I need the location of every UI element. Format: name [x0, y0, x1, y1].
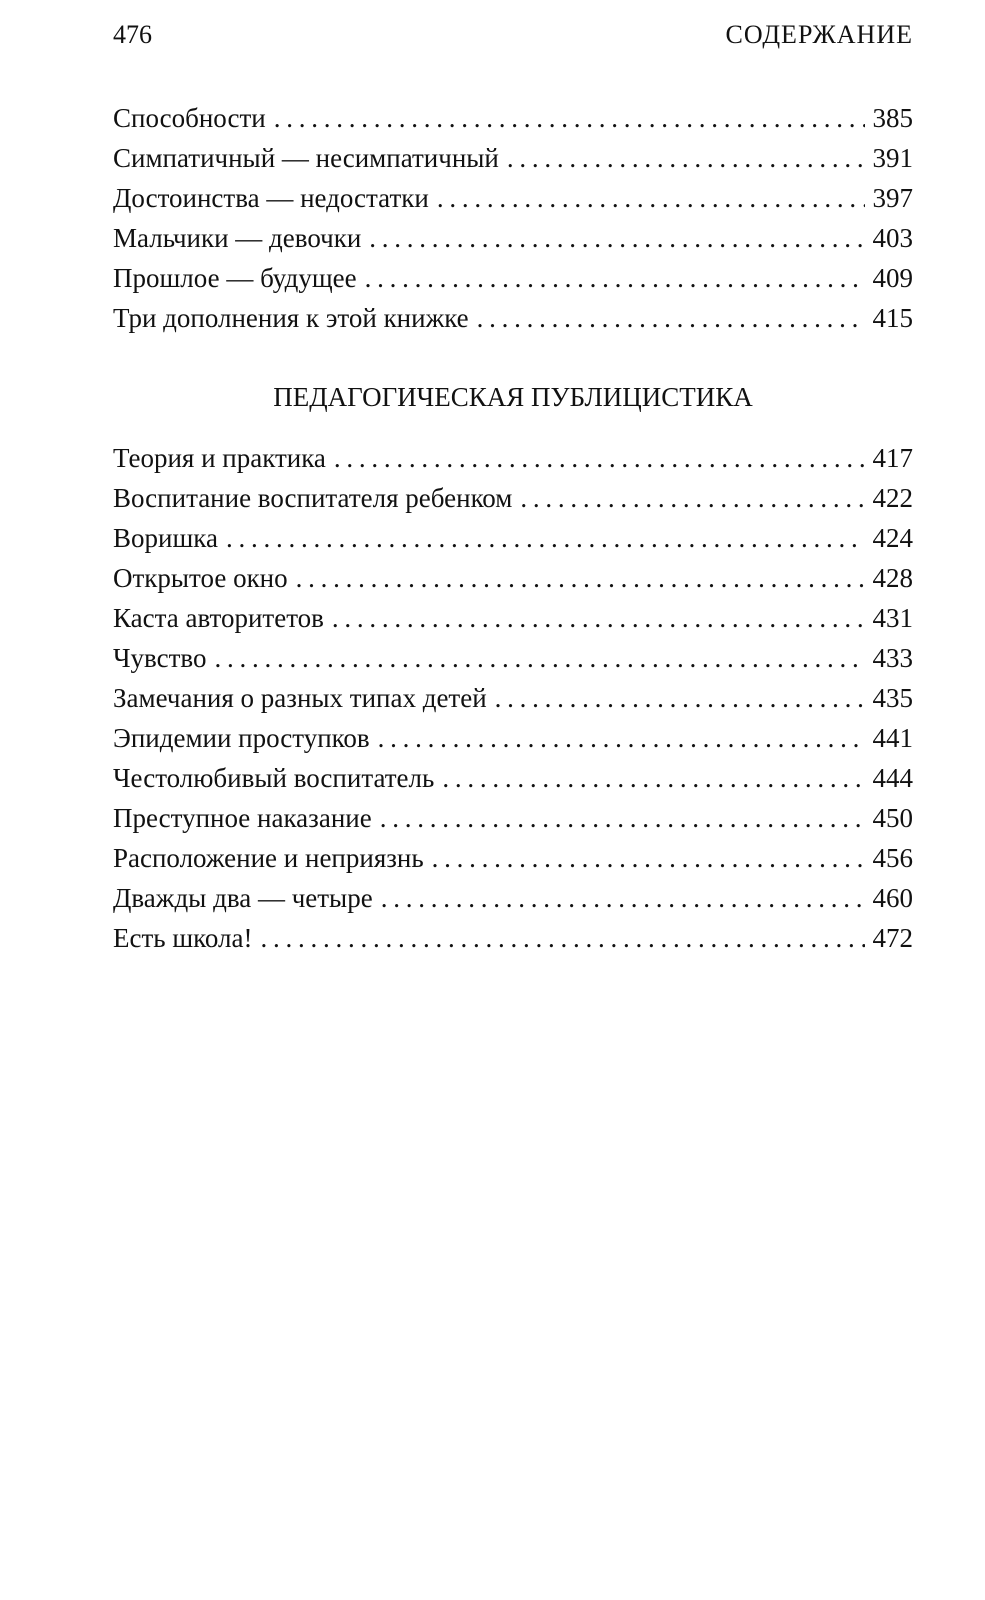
toc-entry: [113, 298, 913, 338]
toc-entry: [113, 758, 913, 798]
running-title: СОДЕРЖАНИЕ: [725, 20, 913, 49]
toc-list-top: [113, 98, 913, 338]
toc-entry-page: 417: [872, 443, 913, 473]
dot-leader: [378, 718, 865, 758]
toc-entry: [113, 478, 913, 518]
toc-entry-title: Способности: [113, 103, 266, 133]
toc-entry: [113, 138, 913, 178]
dot-leader: [381, 878, 865, 918]
toc-entry-page: 435: [872, 683, 913, 713]
dot-leader: [437, 178, 865, 218]
dot-leader: [507, 138, 865, 178]
dot-leader: [274, 98, 865, 138]
toc-entry: [113, 258, 913, 298]
toc-entry: [113, 678, 913, 718]
toc-entry-page: 433: [872, 643, 913, 673]
toc-entry-page: 385: [872, 103, 913, 133]
toc-entry-page: 431: [872, 603, 913, 633]
dot-leader: [369, 218, 864, 258]
dot-leader: [495, 678, 865, 718]
toc-entry-title: Чувство: [113, 643, 207, 673]
page-header: [113, 20, 913, 50]
toc-entry: [113, 98, 913, 138]
dot-leader: [332, 598, 865, 638]
toc-entry-title: Мальчики — девочки: [113, 223, 362, 253]
toc-entry: [113, 878, 913, 918]
toc-entry: [113, 178, 913, 218]
toc-entry: [113, 718, 913, 758]
toc-entry-page: 403: [872, 223, 913, 253]
toc-entry-title: Эпидемии проступков: [113, 723, 370, 753]
toc-entry-page: 424: [872, 523, 913, 553]
toc-entry: [113, 218, 913, 258]
toc-entry-title: Каста авторитетов: [113, 603, 324, 633]
toc-entry-title: Достоинства — недостатки: [113, 183, 429, 213]
toc-entry-page: 415: [872, 303, 913, 333]
dot-leader: [334, 438, 865, 478]
toc-entry-page: 444: [872, 763, 913, 793]
toc-entry-page: 409: [872, 263, 913, 293]
toc-entry-title: Теория и практика: [113, 443, 326, 473]
toc-list-section: [113, 438, 913, 958]
toc-entry: [113, 918, 913, 958]
toc-entry-title: Три дополнения к этой книжке: [113, 303, 469, 333]
toc-entry-page: 391: [872, 143, 913, 173]
toc-entry-title: Замечания о разных типах детей: [113, 683, 487, 713]
toc-entry-page: 450: [872, 803, 913, 833]
toc-entry: [113, 838, 913, 878]
toc-entry: [113, 438, 913, 478]
dot-leader: [432, 838, 865, 878]
toc-entry-page: 441: [872, 723, 913, 753]
toc-entry-title: Прошлое — будущее: [113, 263, 357, 293]
toc-entry-title: Симпатичный — несимпатичный: [113, 143, 499, 173]
toc-entry-title: Честолюбивый воспитатель: [113, 763, 435, 793]
dot-leader: [260, 918, 864, 958]
toc-entry-title: Преступное наказание: [113, 803, 372, 833]
section-heading: ПЕДАГОГИЧЕСКАЯ ПУБЛИЦИСТИКА: [273, 382, 753, 412]
dot-leader: [365, 258, 865, 298]
dot-leader: [296, 558, 865, 598]
toc-entry-title: Дважды два — четыре: [113, 883, 373, 913]
page-number: 476: [113, 20, 152, 49]
dot-leader: [215, 638, 865, 678]
toc-entry-page: 422: [872, 483, 913, 513]
toc-entry: [113, 798, 913, 838]
dot-leader: [380, 798, 865, 838]
toc-entry: [113, 558, 913, 598]
toc-entry-title: Расположение и неприязнь: [113, 843, 424, 873]
toc-entry-title: Есть школа!: [113, 923, 253, 953]
toc-entry-title: Воришка: [113, 523, 218, 553]
toc-entry-page: 456: [872, 843, 913, 873]
dot-leader: [477, 298, 865, 338]
toc-entry-page: 460: [872, 883, 913, 913]
toc-entry-title: Открытое окно: [113, 563, 288, 593]
toc-entry-page: 428: [872, 563, 913, 593]
toc-entry: [113, 638, 913, 678]
toc-entry: [113, 598, 913, 638]
toc-entry-page: 472: [872, 923, 913, 953]
dot-leader: [226, 518, 865, 558]
toc-entry-page: 397: [872, 183, 913, 213]
dot-leader: [520, 478, 864, 518]
toc-entry: [113, 518, 913, 558]
toc-entry-title: Воспитание воспитателя ребенком: [113, 483, 513, 513]
dot-leader: [442, 758, 864, 798]
